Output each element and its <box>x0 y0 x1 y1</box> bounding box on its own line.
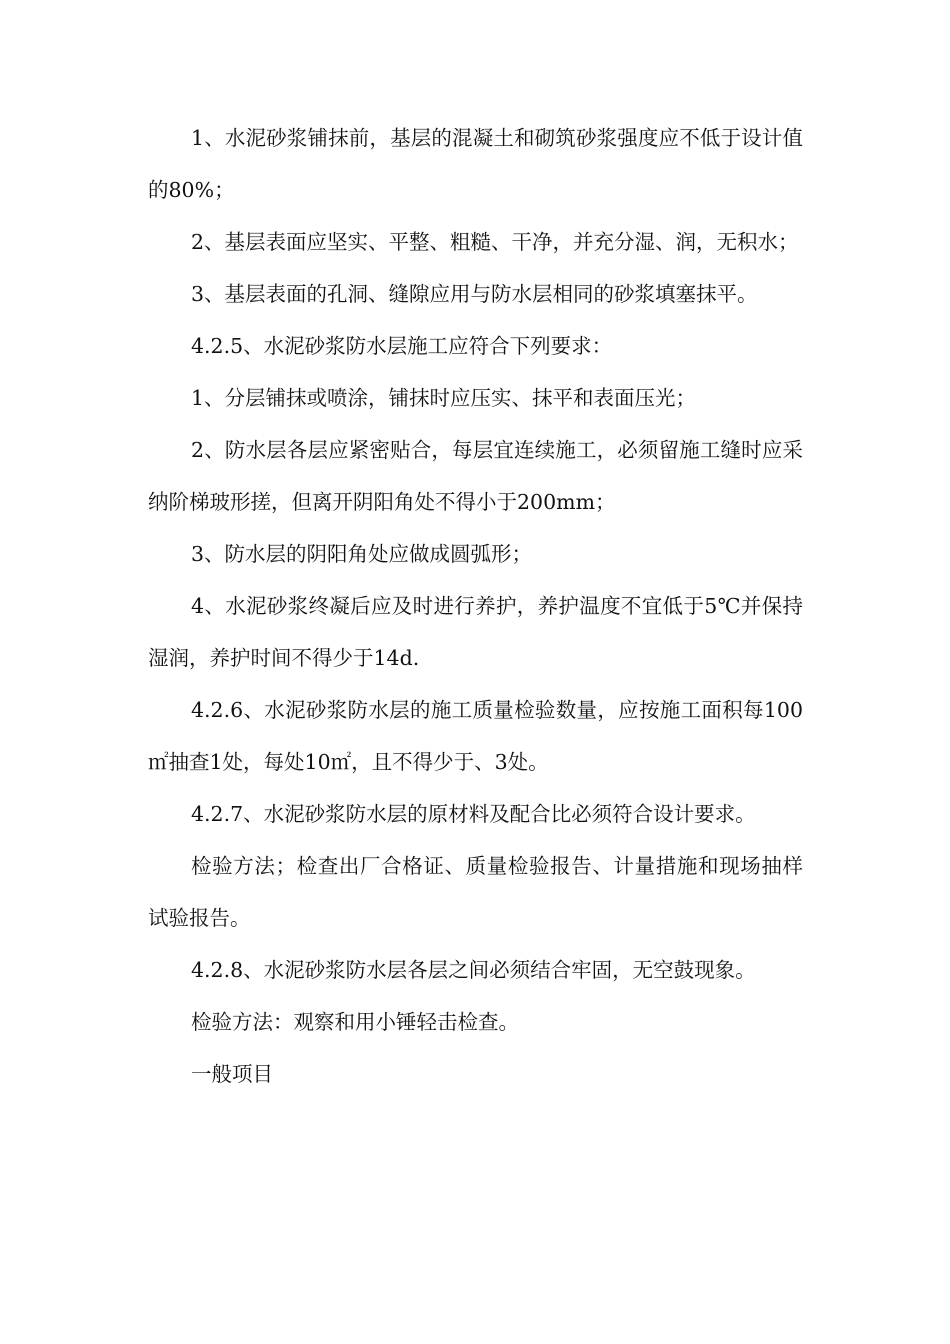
paragraph-general-items: 一般项目 <box>191 1062 273 1086</box>
paragraph-section-4-2-7: 4.2.7、水泥砂浆防水层的原材料及配合比必须符合设计要求。 <box>191 802 756 826</box>
paragraph-base-surface: 2、基层表面应坚实、平整、粗糙、干净，并充分湿、润，无积水； <box>191 230 799 254</box>
paragraph-curing: 4、水泥砂浆终凝后应及时进行养护，养护温度不宜低于5℃并保持湿润，养护时间不得少于14d. <box>148 594 803 670</box>
paragraph-section-4-2-8: 4.2.8、水泥砂浆防水层各层之间必须结合牢固，无空鼓现象。 <box>191 958 756 982</box>
paragraph-section-4-2-6: 4.2.6、水泥砂浆防水层的施工质量检验数量，应按施工面积每100㎡抽查1处，每处10㎡，且不得少于、3处。 <box>148 698 803 774</box>
document-body <box>148 112 803 1100</box>
paragraph-base-holes: 3、基层表面的孔洞、缝隙应用与防水层相同的砂浆填塞抹平。 <box>191 282 758 306</box>
paragraph-corner-shape: 3、防水层的阴阳角处应做成圆弧形； <box>191 542 533 566</box>
paragraph-base-strength: 1、水泥砂浆铺抹前，基层的混凝土和砌筑砂浆强度应不低于设计值的80%； <box>148 126 803 202</box>
paragraph-inspection-method-1: 检验方法；检查出厂合格证、质量检验报告、计量措施和现场抽样试验报告。 <box>148 854 803 930</box>
paragraph-layered-application: 1、分层铺抹或喷涂，铺抹时应压实、抹平和表面压光； <box>191 386 697 410</box>
paragraph-layer-bonding: 2、防水层各层应紧密贴合，每层宜连续施工，必须留施工缝时应采纳阶梯玻形搓，但离开阴阳角处不得小于200mm； <box>148 438 803 514</box>
paragraph-inspection-method-2: 检验方法：观察和用小锤轻击检查。 <box>191 1010 519 1034</box>
paragraph-section-4-2-5: 4.2.5、水泥砂浆防水层施工应符合下列要求： <box>191 334 613 358</box>
